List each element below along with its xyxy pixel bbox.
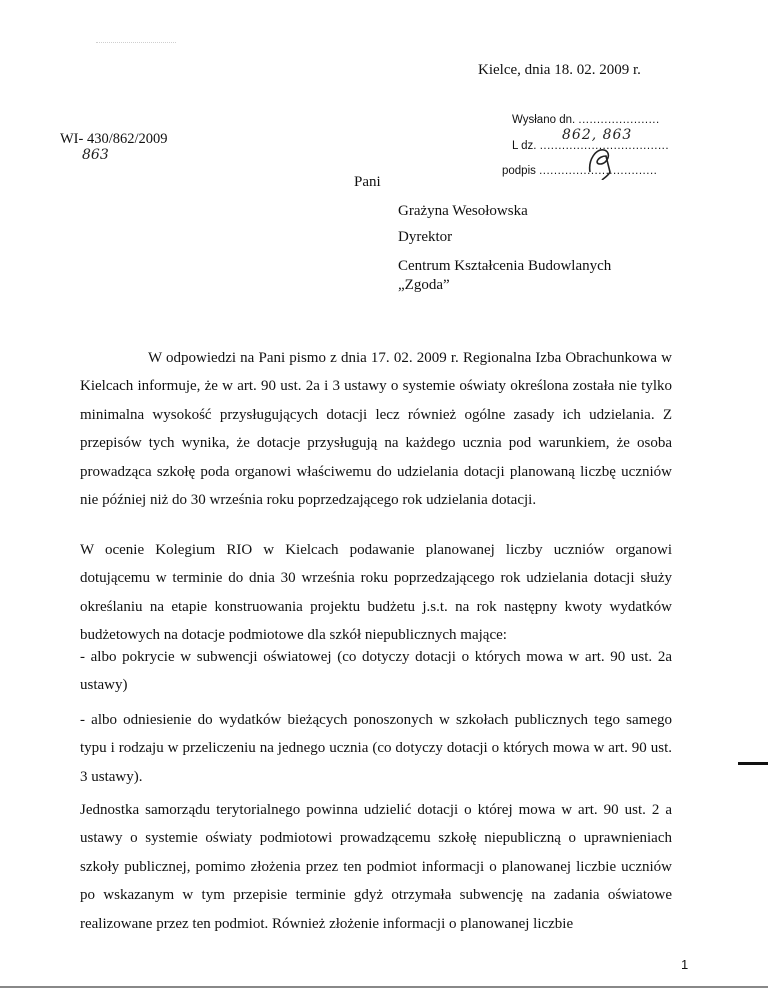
body-paragraph-4: - albo odniesienie do wydatków bieżących ponoszonych w szkołach publicznych tego samego typu i rodzaju w przeliczeniu na jednego ucznia (co dotyczy dotacji o których mowa w art. 90 ust. 3 ustawy).	[80, 712, 672, 785]
body-paragraph-1: W odpowiedzi na Pani pismo z dnia 17. 02. 2009 r. Regionalna Izba Obrachunkowa w Kielcach informuje, że w art. 90 ust. 2a i 3 ustawy o systemie oświaty określona została nie tylko minimalna wysokość przysługujących dotacji lecz również ogólne zasady ich udzielania. Z przepisów tych wynika, że dotacje przysługują na każdego ucznia pod warunkiem, że osoba prowadząca szkołę poda organowi właściwemu do udzielania dotacji planowaną liczbę uczniów nie później niż do 30 września roku poprzedzającego rok udzielania dotacji.	[80, 350, 672, 509]
recipient-institution-line2: „Zgoda”	[398, 277, 450, 293]
stamp-ldz-label: L dz.	[512, 140, 537, 152]
reference-handwritten-note: 863	[82, 147, 109, 163]
stamp-signature-dots: ................................	[539, 165, 658, 177]
stamp-signature-label: podpis	[502, 165, 536, 177]
stamp-sent-label: Wysłano dn.	[512, 114, 576, 126]
recipient-position: Dyrektor	[398, 229, 453, 245]
page-number: 1	[681, 957, 689, 972]
recipient-salutation: Pani	[354, 174, 381, 190]
body-paragraph-3: - albo pokrycie w subwencji oświatowej (co dotyczy dotacji o których mowa w art. 90 ust. 2a ustawy)	[80, 649, 672, 694]
handwritten-signature	[582, 142, 622, 180]
stamp-sent-line	[512, 114, 660, 126]
body-paragraph-2: W ocenie Kolegium RIO w Kielcach podawanie planowanej liczby uczniów organowi dotującemu w terminie do dnia 30 września roku poprzedzającego rok udzielania dotacji służy określaniu na etapie konstruowania projektu budżetu j.s.t. na rok następny kwoty wydatków budżetowych na dotacje podmiotowe dla szkół niepublicznych mające:	[80, 542, 672, 644]
letter-date: Kielce, dnia 18. 02. 2009 r.	[478, 62, 641, 78]
reference-number: WI- 430/862/2009	[60, 131, 168, 147]
recipient-institution-line1: Centrum Kształcenia Budowlanych	[398, 258, 612, 274]
stamp-ldz-dots: ...................................	[539, 140, 670, 152]
stamp-sent-dots: ......................	[578, 114, 660, 126]
margin-mark	[738, 762, 768, 765]
faint-scan-artifact	[96, 42, 176, 45]
stamp-signature-line	[502, 165, 657, 177]
bottom-rule	[0, 986, 768, 988]
stamp-ldz-handwritten-value: 862, 863	[562, 127, 633, 143]
recipient-name: Grażyna Wesołowska	[398, 203, 528, 219]
body-paragraph-5: Jednostka samorządu terytorialnego powinna udzielić dotacji o której mowa w art. 90 ust. 2 a ustawy o systemie oświaty podmiotowi prowadzącemu szkołę niepubliczną o uprawnieniach szkoły publicznej, pomimo złożenia przez ten podmiot informacji o planowanej liczbie uczniów po wskazanym w tym przepisie terminie gdyż otrzymała subwencję na zadania oświatowe realizowane przez ten podmiot. Również złożenie informacji o planowanej liczbie	[80, 802, 672, 932]
